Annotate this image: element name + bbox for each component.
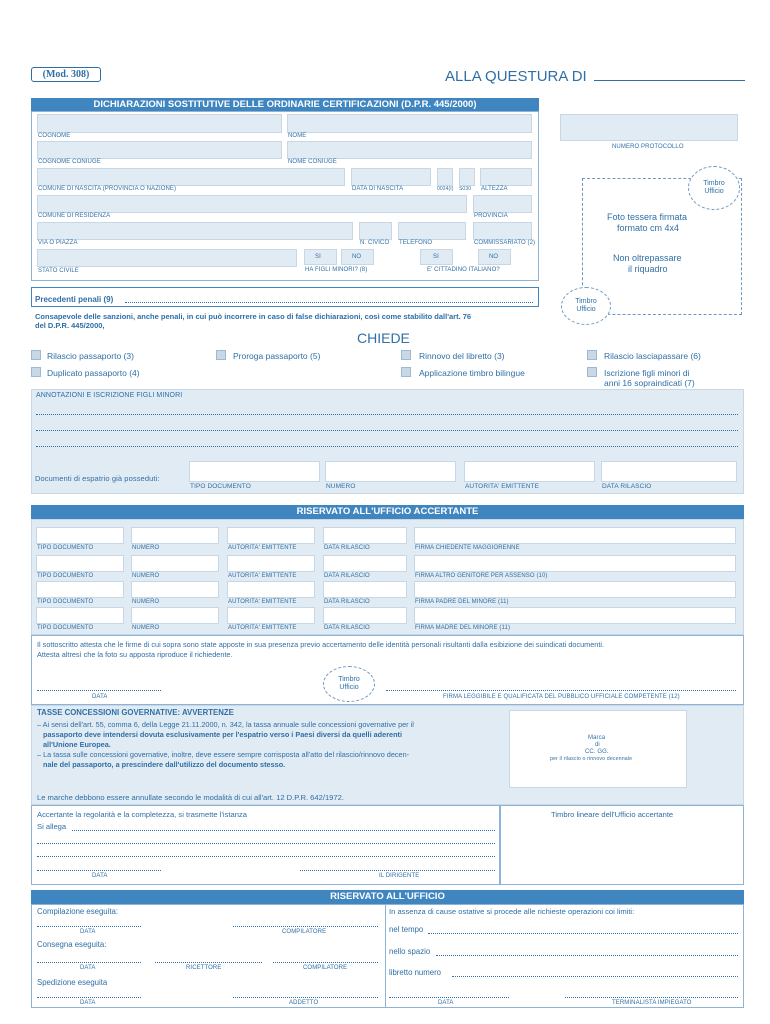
- verifica-line-3[interactable]: [37, 856, 495, 857]
- iscrizione-figli-label-2: anni 16 sopraindicati (7): [604, 378, 695, 388]
- acc-r2-firma[interactable]: [414, 555, 736, 572]
- mod-label: (Mod. 308): [42, 69, 90, 80]
- altezza-label: ALTEZZA: [481, 186, 508, 192]
- cittadino-no-label: NO: [489, 254, 499, 260]
- iscrizione-figli-label-1: Iscrizione figli minori di: [604, 368, 690, 378]
- non-line2: il riquadro: [628, 264, 668, 274]
- comune-residenza-field[interactable]: [37, 195, 467, 213]
- cognome-coniuge-label: COGNOME CONIUGE: [38, 159, 101, 165]
- nome-field[interactable]: [287, 114, 532, 133]
- attesta-firma-line[interactable]: [386, 690, 736, 691]
- acc-r2-data[interactable]: [323, 555, 407, 572]
- consegna-compilatore-line[interactable]: [273, 962, 378, 963]
- acc-r3-tipo-label: TIPO DOCUMENTO: [37, 599, 94, 605]
- doc-data-field[interactable]: [601, 461, 737, 482]
- precedenti-penali-label: Precedenti penali (9): [35, 295, 114, 304]
- acc-r4-numero[interactable]: [131, 607, 219, 624]
- duplicato-passaporto-label: Duplicato passaporto (4): [47, 368, 140, 378]
- consegna-compilatore-label: COMPILATORE: [303, 965, 348, 971]
- acc-r4-firma[interactable]: [414, 607, 736, 624]
- terminalista-label: TERMINALISTA IMPIEGATO: [612, 1000, 692, 1006]
- iscrizione-figli-checkbox[interactable]: [587, 367, 597, 377]
- rilascio-lasciapassare-label: Rilascio lasciapassare (6): [604, 351, 701, 361]
- altezza-b-field[interactable]: [459, 168, 475, 186]
- verifica-data-line[interactable]: [37, 870, 161, 871]
- attesta-timbro-text: Timbro Ufficio: [338, 676, 360, 691]
- verifica-allega-line[interactable]: [72, 830, 495, 831]
- via-field[interactable]: [37, 222, 353, 240]
- tasse-p1c: all'Unione Europea.: [43, 740, 111, 749]
- cittadino-label: E' CITTADINO ITALIANO?: [427, 267, 500, 273]
- consapevole-text: Consapevole delle sanzioni, anche penali, in cui può incorrere in caso di false dichiarazioni, così come stabilito dall'art. 76: [35, 312, 472, 321]
- acc-r3-numero-label: NUMERO: [132, 599, 160, 605]
- acc-r4-tipo[interactable]: [36, 607, 124, 624]
- ufficio-frame: [31, 904, 744, 1008]
- timbro-ufficio-text-top: Timbro Ufficio: [703, 180, 725, 195]
- mod-label-box: [31, 67, 101, 82]
- acc-r4-data-label: DATA RILASCIO: [324, 625, 370, 631]
- title-bar: DICHIARAZIONI SOSTITUTIVE DELLE ORDINARIE CERTIFICAZIONI (D.P.R. 445/2000): [31, 98, 539, 112]
- cognome-label: COGNOME: [38, 133, 71, 139]
- marca-text-2: di: [595, 742, 600, 748]
- marca-text-1: Marca: [588, 735, 606, 741]
- figli-minori-label: HA FIGLI MINORI? (8): [305, 267, 368, 273]
- doc-numero-field[interactable]: [325, 461, 456, 482]
- compilazione-data-label: DATA: [80, 929, 96, 935]
- compilazione-compilatore-line[interactable]: [233, 926, 378, 927]
- terminalista-line[interactable]: [565, 997, 738, 998]
- comune-residenza-label: COMUNE DI RESIDENZA: [38, 213, 111, 219]
- commissariato-field[interactable]: [473, 222, 532, 240]
- ufficio-data-line[interactable]: [389, 997, 509, 998]
- telefono-label: TELEFONO: [399, 240, 433, 246]
- verifica-line-2[interactable]: [37, 843, 495, 844]
- ufficio-divider: [385, 904, 386, 1008]
- cognome-field[interactable]: [37, 114, 282, 133]
- compilazione-label: Compilazione eseguita:: [37, 907, 119, 916]
- altezza-b-label: S030: [459, 186, 472, 192]
- acc-r4-firma-label: FIRMA MADRE DEL MINORE (11): [415, 625, 511, 631]
- spazio-label: nello spazio: [389, 947, 431, 956]
- acc-r1-autorita[interactable]: [227, 527, 315, 544]
- doc-autorita-field[interactable]: [464, 461, 595, 482]
- acc-r1-data-label: DATA RILASCIO: [324, 545, 370, 551]
- spedizione-addetto-label: ADDETTO: [289, 1000, 319, 1006]
- acc-r3-firma-label: FIRMA PADRE DEL MINORE (11): [415, 599, 509, 605]
- verifica-accertante: Accertante la regolarità e la completezza, si trasmette l'istanza: [37, 810, 247, 819]
- tasse-annullate: Le marche debbono essere annullate secondo le modalità di cui all'art. 12 D.P.R. 642/1972.: [37, 793, 344, 802]
- attesta-timbro-stamp: [323, 666, 375, 702]
- civico-label: N. CIVICO: [360, 240, 390, 246]
- doc-tipo-field[interactable]: [189, 461, 320, 482]
- acc-r3-data-label: DATA RILASCIO: [324, 599, 370, 605]
- chiede-title: CHIEDE: [357, 330, 410, 346]
- ufficio-bar: RISERVATO ALL'UFFICIO: [31, 890, 744, 904]
- tasse-p2a: – La tassa sulle concessioni governative, inoltre, deve essere sempre corrisposta all'atto del rilascio/rinnovo decen-: [37, 750, 410, 759]
- telefono-field[interactable]: [398, 222, 466, 240]
- acc-r1-firma[interactable]: [414, 527, 736, 544]
- accertante-bar: RISERVATO ALL'UFFICIO ACCERTANTE: [31, 505, 744, 519]
- spedizione-addetto-line[interactable]: [233, 997, 378, 998]
- tasse-p2b: nale del passaporto, a prescindere dall'utilizzo del documento stesso.: [43, 760, 286, 769]
- cognome-coniuge-field[interactable]: [37, 141, 282, 159]
- duplicato-passaporto-checkbox[interactable]: [31, 367, 41, 377]
- consegna-label: Consegna eseguita:: [37, 940, 107, 949]
- cittadino-si-label: SI: [433, 254, 439, 260]
- acc-r1-data[interactable]: [323, 527, 407, 544]
- spazio-line[interactable]: [436, 955, 738, 956]
- verifica-dirigente-line[interactable]: [300, 870, 495, 871]
- acc-r1-autorita-label: AUTORITA' EMITTENTE: [228, 545, 297, 551]
- timbro-bilingue-label: Applicazione timbro bilingue: [419, 368, 525, 378]
- assenza-label: In assenza di cause ostative si procede alle richieste operazioni coi limiti:: [389, 907, 635, 916]
- altezza-a-field[interactable]: [437, 168, 453, 186]
- acc-r3-tipo[interactable]: [36, 581, 124, 598]
- acc-r4-tipo-label: TIPO DOCUMENTO: [37, 625, 94, 631]
- questura-line[interactable]: [594, 80, 745, 81]
- annotazioni-line-2[interactable]: [36, 430, 738, 431]
- non-line1: Non oltrepassare: [613, 253, 682, 263]
- rilascio-passaporto-checkbox[interactable]: [31, 350, 41, 360]
- acc-r2-autorita-label: AUTORITA' EMITTENTE: [228, 573, 297, 579]
- civico-field[interactable]: [359, 222, 392, 240]
- consegna-ricettore-label: RICETTORE: [186, 965, 222, 971]
- consegna-ricettore-line[interactable]: [155, 962, 262, 963]
- provincia-label: PROVINCIA: [474, 213, 508, 219]
- stato-civile-field[interactable]: [37, 249, 297, 267]
- tempo-label: nel tempo: [389, 925, 424, 934]
- altezza-field[interactable]: [480, 168, 532, 186]
- consegna-data-label: DATA: [80, 965, 96, 971]
- consapevole-text-2: del D.P.R. 445/2000,: [35, 321, 105, 330]
- verifica-dirigente-label: IL DIRIGENTE: [379, 873, 420, 879]
- comune-nascita-field[interactable]: [37, 168, 345, 186]
- timbro-ufficio-stamp-bottom: [561, 287, 611, 325]
- acc-r4-autorita[interactable]: [227, 607, 315, 624]
- attesta-data-line[interactable]: [37, 690, 161, 691]
- doc-tipo-label: TIPO DOCUMENTO: [190, 483, 251, 490]
- verifica-allega: Si allega: [37, 822, 67, 831]
- provincia-field[interactable]: [473, 195, 532, 213]
- acc-r3-firma[interactable]: [414, 581, 736, 598]
- rilascio-passaporto-label: Rilascio passaporto (3): [47, 351, 134, 361]
- compilazione-data-line[interactable]: [37, 926, 141, 927]
- foto-line2: formato cm 4x4: [617, 223, 680, 233]
- acc-r3-numero[interactable]: [131, 581, 219, 598]
- acc-r2-firma-label: FIRMA ALTRO GENITORE PER ASSENSO (10): [415, 573, 548, 579]
- attesta-data-label: DATA: [92, 694, 108, 700]
- rinnovo-libretto-label: Rinnovo del libretto (3): [419, 351, 505, 361]
- doc-data-label: DATA RILASCIO: [602, 483, 652, 490]
- timbro-ufficio-stamp-top: [688, 166, 740, 210]
- attesta-firma-label: FIRMA LEGGIBILE E QUALIFICATA DEL PUBBLICO UFFICIALE COMPETENTE (12): [443, 694, 680, 700]
- doc-numero-label: NUMERO: [326, 483, 356, 490]
- questura-label: ALLA QUESTURA DI: [445, 68, 587, 85]
- acc-r1-numero-label: NUMERO: [132, 545, 160, 551]
- doc-autorita-label: AUTORITA' EMITTENTE: [465, 483, 540, 490]
- via-label: VIA O PIAZZA: [38, 240, 78, 246]
- documenti-label: Documenti di espatrio già posseduti:: [35, 474, 160, 483]
- marca-text-3: CC. GG.: [585, 749, 609, 755]
- tempo-line[interactable]: [428, 933, 738, 934]
- precedenti-penali-line[interactable]: [125, 302, 533, 303]
- verifica-data-label: DATA: [92, 873, 108, 879]
- marca-text-4: per il rilascio o rinnovo decennale: [550, 756, 633, 762]
- timbro-ufficio-text-bottom: Timbro Ufficio: [575, 298, 597, 313]
- spedizione-data-label: DATA: [80, 1000, 96, 1006]
- ufficio-data-label: DATA: [438, 1000, 454, 1006]
- data-nascita-label: DATA DI NASCITA: [352, 186, 404, 192]
- acc-r4-numero-label: NUMERO: [132, 625, 160, 631]
- acc-r2-tipo-label: TIPO DOCUMENTO: [37, 573, 94, 579]
- acc-r3-autorita-label: AUTORITA' EMITTENTE: [228, 599, 297, 605]
- proroga-passaporto-checkbox[interactable]: [216, 350, 226, 360]
- data-nascita-field[interactable]: [351, 168, 431, 186]
- comune-nascita-label: COMUNE DI NASCITA (PROVINCIA O NAZIONE): [38, 186, 177, 192]
- proroga-passaporto-label: Proroga passaporto (5): [233, 351, 321, 361]
- spedizione-data-line[interactable]: [37, 997, 141, 998]
- altezza-a-label: 0024(I): [437, 186, 454, 192]
- acc-r1-firma-label: FIRMA CHIEDENTE MAGGIORENNE: [415, 545, 520, 551]
- acc-r1-tipo-label: TIPO DOCUMENTO: [37, 545, 94, 551]
- figli-si-label: SI: [315, 254, 321, 260]
- commissariato-label: COMMISSARIATO (2): [474, 240, 536, 246]
- attesta-line-1: Il sottoscritto attesta che le firme di cui sopra sono state apposte in sua presenza previo accertamento delle identità personali risultanti dalla esibizione dei suindicati documenti.: [37, 640, 605, 649]
- timbro-bilingue-checkbox[interactable]: [401, 367, 411, 377]
- numero-protocollo-label: NUMERO PROTOCOLLO: [612, 144, 684, 150]
- figli-no-label: NO: [352, 254, 362, 260]
- acc-r2-numero-label: NUMERO: [132, 573, 160, 579]
- annotazioni-line-3[interactable]: [36, 446, 738, 447]
- annotazioni-line-1[interactable]: [36, 414, 738, 415]
- numero-protocollo-field[interactable]: [560, 114, 738, 141]
- acc-r3-autorita[interactable]: [227, 581, 315, 598]
- spedizione-label: Spedizione eseguita: [37, 978, 108, 987]
- attesta-line-2: Attesta altresì che la foto su apposta riproduce il richiedente.: [37, 650, 233, 659]
- libretto-label: libretto numero: [389, 968, 442, 977]
- nome-coniuge-label: NOME CONIUGE: [288, 159, 337, 165]
- rinnovo-libretto-checkbox[interactable]: [401, 350, 411, 360]
- compilazione-compilatore-label: COMPILATORE: [282, 929, 327, 935]
- nome-label: NOME: [288, 133, 307, 139]
- rilascio-lasciapassare-checkbox[interactable]: [587, 350, 597, 360]
- consegna-data-line[interactable]: [37, 962, 141, 963]
- stato-civile-label: STATO CIVILE: [38, 268, 79, 274]
- acc-r2-autorita[interactable]: [227, 555, 315, 572]
- acc-r4-autorita-label: AUTORITA' EMITTENTE: [228, 625, 297, 631]
- tasse-p1a: – Ai sensi dell'art. 55, comma 6, della Legge 21.11.2000, n. 342, la tassa annuale sulle concessioni governative per il: [37, 720, 414, 729]
- nome-coniuge-field[interactable]: [287, 141, 532, 159]
- acc-r3-data[interactable]: [323, 581, 407, 598]
- acc-r1-numero[interactable]: [131, 527, 219, 544]
- acc-r1-tipo[interactable]: [36, 527, 124, 544]
- libretto-line[interactable]: [452, 976, 738, 977]
- acc-r2-data-label: DATA RILASCIO: [324, 573, 370, 579]
- tasse-title: TASSE CONCESSIONI GOVERNATIVE: AVVERTENZE: [37, 708, 234, 717]
- acc-r4-data[interactable]: [323, 607, 407, 624]
- annotazioni-title: ANNOTAZIONI E ISCRIZIONE FIGLI MINORI: [36, 392, 183, 399]
- foto-line1: Foto tessera firmata: [607, 212, 688, 222]
- timbro-lineare-label: Timbro lineare dell'Ufficio accertante: [551, 810, 674, 819]
- acc-r2-numero[interactable]: [131, 555, 219, 572]
- acc-r2-tipo[interactable]: [36, 555, 124, 572]
- tasse-p1b: passaporto deve intendersi dovuta esclusivamente per l'espatrio verso i Paesi diversi da quelli aderenti: [43, 730, 403, 739]
